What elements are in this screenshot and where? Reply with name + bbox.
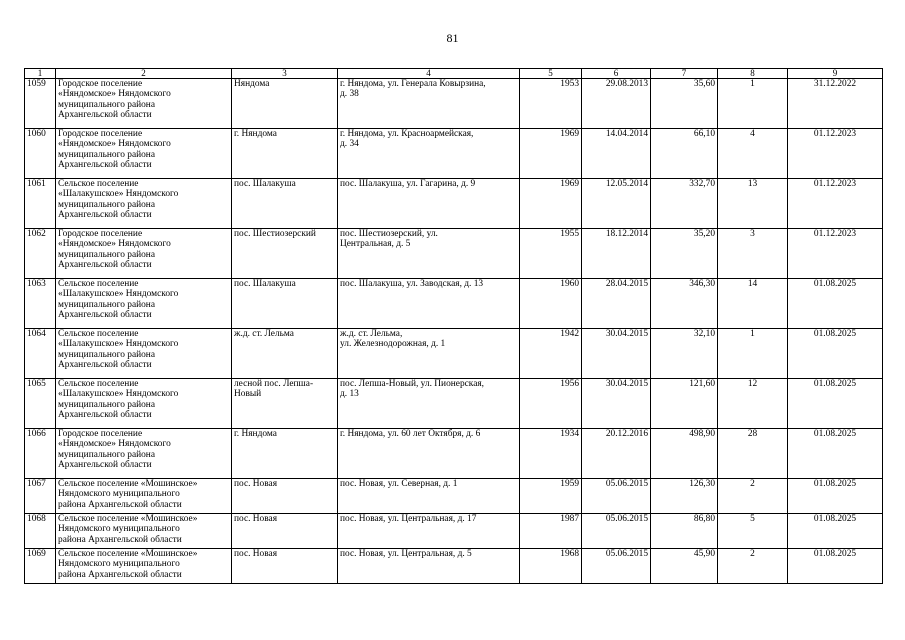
deadline-date-line: 01.12.2023: [813, 229, 857, 239]
locality: [232, 79, 338, 129]
deadline-date-line: 01.12.2023: [813, 179, 857, 189]
area-line: 332,70: [689, 179, 715, 189]
address-line: пос. Лепша-Новый, ул. Пионерская,: [340, 379, 485, 389]
locality: [232, 429, 338, 479]
registry-table: [24, 68, 883, 584]
owner-name-line: «Шалакушское» Няндомского: [58, 289, 179, 300]
area: [651, 79, 718, 129]
owner-name-line: Архангельской области: [58, 360, 152, 371]
owner-name-line: Няндомского муниципального: [58, 524, 180, 535]
owner-name: [56, 429, 232, 479]
build-year-line: 1968: [560, 549, 579, 559]
record-number-line: 1069: [27, 549, 46, 559]
owner-name-line: муниципального района: [58, 99, 155, 110]
table-row: [25, 429, 883, 479]
recognition-date-line: 05.06.2015: [605, 549, 648, 559]
owner-name: [56, 379, 232, 429]
locality-line: пос. Шалакуша: [234, 279, 296, 289]
deadline-date: [788, 429, 883, 479]
address-line: пос. Шалакуша, ул. Заводская, д. 13: [340, 279, 484, 289]
locality-line: пос. Новая: [234, 514, 278, 524]
build-year: [520, 79, 582, 129]
address-line: ж.д. ст. Лельма,: [340, 329, 403, 339]
area-line: 45,90: [693, 549, 715, 559]
address-line: г. Няндома, ул. Генерала Ковырзина,: [340, 79, 486, 89]
owner-name-line: муниципального района: [58, 249, 155, 260]
recognition-date: [582, 229, 651, 279]
owner-name-line: Сельское поселение «Мошинское»: [58, 514, 198, 524]
column-header: 5: [520, 69, 582, 79]
address-line: пос. Шестиозерский, ул.: [340, 229, 438, 239]
build-year-line: 1987: [560, 514, 579, 524]
address: [338, 229, 520, 279]
record-number: [25, 279, 56, 329]
recognition-date: [582, 79, 651, 129]
owner-name-line: «Шалакушское» Няндомского: [58, 389, 179, 400]
owner-name-line: Архангельской области: [58, 260, 152, 271]
deadline-date-line: 01.08.2025: [813, 429, 857, 439]
area-line: 121,60: [689, 379, 715, 389]
table-row: [25, 549, 883, 584]
build-year-line: 1942: [560, 329, 579, 339]
area: [651, 179, 718, 229]
recognition-date-line: 29.08.2013: [605, 79, 648, 89]
owner-name-line: Сельское поселение: [58, 279, 139, 289]
owner-name-line: района Архангельской области: [58, 569, 182, 580]
owner-name-line: муниципального района: [58, 349, 155, 360]
recognition-date-line: 28.04.2015: [605, 279, 648, 289]
deadline-date-line: 01.08.2025: [813, 479, 857, 489]
owner-name-line: Сельское поселение «Мошинское»: [58, 549, 198, 559]
column-header: 7: [651, 69, 718, 79]
resident-count-line: 14: [747, 279, 758, 289]
build-year: [520, 279, 582, 329]
build-year: [520, 479, 582, 514]
area: [651, 279, 718, 329]
owner-name: [56, 479, 232, 514]
owner-name: [56, 329, 232, 379]
build-year: [520, 229, 582, 279]
owner-name-line: «Няндомское» Няндомского: [58, 239, 171, 250]
locality-line: Няндома: [234, 79, 270, 89]
record-number: [25, 429, 56, 479]
record-number: [25, 129, 56, 179]
record-number-line: 1059: [27, 79, 46, 89]
address: [338, 129, 520, 179]
resident-count-line: 1: [750, 79, 755, 89]
owner-name: [56, 129, 232, 179]
table-row: [25, 329, 883, 379]
table-row: [25, 79, 883, 129]
recognition-date-line: 12.05.2014: [605, 179, 648, 189]
page-number: 81: [446, 31, 459, 45]
resident-count-line: 12: [747, 379, 758, 389]
address-line: д. 38: [340, 89, 359, 100]
table-row: [25, 514, 883, 549]
build-year-line: 1960: [560, 279, 579, 289]
table-row: [25, 179, 883, 229]
record-number-line: 1061: [27, 179, 46, 189]
build-year-line: 1959: [560, 479, 579, 489]
record-number: [25, 379, 56, 429]
area-line: 346,30: [689, 279, 715, 289]
build-year: [520, 549, 582, 584]
address: [338, 549, 520, 584]
address-line: ул. Железнодорожная, д. 1: [340, 339, 446, 350]
locality-line: пос. Новая: [234, 479, 278, 489]
column-header: 6: [582, 69, 651, 79]
owner-name-line: Городское поселение: [58, 129, 143, 139]
locality-line: пос. Шестиозерский: [234, 229, 316, 239]
recognition-date-line: 05.06.2015: [605, 514, 648, 524]
owner-name-line: района Архангельской области: [58, 534, 182, 545]
locality-line: лесной пос. Лепша-: [234, 379, 314, 389]
locality: [232, 379, 338, 429]
locality-line: г. Няндома: [234, 429, 277, 439]
column-header: 3: [232, 69, 338, 79]
recognition-date-line: 30.04.2015: [605, 329, 648, 339]
resident-count: [718, 514, 788, 549]
record-number-line: 1065: [27, 379, 46, 389]
address-line: пос. Шалакуша, ул. Гагарина, д. 9: [340, 179, 476, 189]
resident-count-line: 3: [750, 229, 755, 239]
resident-count-line: 5: [750, 514, 755, 524]
deadline-date: [788, 549, 883, 584]
owner-name-line: Городское поселение: [58, 429, 143, 439]
address: [338, 429, 520, 479]
record-number-line: 1063: [27, 279, 46, 289]
record-number-line: 1062: [27, 229, 46, 239]
recognition-date-line: 20.12.2016: [605, 429, 648, 439]
area: [651, 479, 718, 514]
resident-count: [718, 79, 788, 129]
locality: [232, 279, 338, 329]
owner-name-line: «Шалакушское» Няндомского: [58, 189, 179, 200]
locality-line: ж.д. ст. Лельма: [234, 329, 294, 339]
resident-count-line: 2: [750, 549, 755, 559]
table-row: [25, 379, 883, 429]
recognition-date: [582, 549, 651, 584]
recognition-date-line: 30.04.2015: [605, 379, 648, 389]
resident-count: [718, 549, 788, 584]
owner-name-line: «Шалакушское» Няндомского: [58, 339, 179, 350]
build-year: [520, 514, 582, 549]
area-line: 66,10: [693, 129, 715, 139]
address: [338, 279, 520, 329]
recognition-date-line: 14.04.2014: [605, 129, 648, 139]
owner-name-line: района Архангельской области: [58, 499, 182, 510]
table-row: [25, 279, 883, 329]
owner-name-line: «Няндомское» Няндомского: [58, 439, 171, 450]
record-number: [25, 229, 56, 279]
recognition-date: [582, 514, 651, 549]
build-year-line: 1969: [560, 179, 579, 189]
table-row: [25, 229, 883, 279]
address-line: пос. Новая, ул. Северная, д. 1: [340, 479, 458, 489]
build-year-line: 1955: [560, 229, 579, 239]
deadline-date: [788, 379, 883, 429]
owner-name-line: Архангельской области: [58, 460, 152, 471]
recognition-date-line: 18.12.2014: [605, 229, 648, 239]
owner-name-line: Архангельской области: [58, 110, 152, 121]
address-line: д. 13: [340, 389, 359, 400]
column-header: 1: [25, 69, 56, 79]
area: [651, 514, 718, 549]
owner-name-line: Няндомского муниципального: [58, 559, 180, 570]
owner-name: [56, 79, 232, 129]
area-line: 35,20: [693, 229, 715, 239]
record-number-line: 1067: [27, 479, 46, 489]
owner-name-line: муниципального района: [58, 199, 155, 210]
recognition-date: [582, 429, 651, 479]
owner-name-line: Архангельской области: [58, 410, 152, 421]
area: [651, 379, 718, 429]
resident-count: [718, 179, 788, 229]
owner-name: [56, 279, 232, 329]
column-header: 2: [56, 69, 232, 79]
table-row: [25, 479, 883, 514]
locality: [232, 329, 338, 379]
area: [651, 329, 718, 379]
locality: [232, 129, 338, 179]
locality: [232, 549, 338, 584]
recognition-date: [582, 379, 651, 429]
owner-name: [56, 514, 232, 549]
owner-name: [56, 229, 232, 279]
owner-name-line: «Няндомское» Няндомского: [58, 139, 171, 150]
area-line: 86,80: [693, 514, 715, 524]
address-line: Центральная, д. 5: [340, 239, 411, 250]
build-year-line: 1956: [560, 379, 579, 389]
record-number-line: 1060: [27, 129, 46, 139]
recognition-date: [582, 279, 651, 329]
build-year-line: 1953: [560, 79, 579, 89]
deadline-date-line: 01.08.2025: [813, 279, 857, 289]
owner-name-line: Архангельской области: [58, 210, 152, 221]
resident-count: [718, 229, 788, 279]
address: [338, 79, 520, 129]
owner-name-line: муниципального района: [58, 299, 155, 310]
resident-count-line: 1: [750, 329, 755, 339]
deadline-date: [788, 79, 883, 129]
owner-name-line: Сельское поселение: [58, 179, 139, 189]
owner-name-line: муниципального района: [58, 399, 155, 410]
address-line: г. Няндома, ул. 60 лет Октября, д. 6: [340, 429, 481, 439]
resident-count: [718, 379, 788, 429]
owner-name-line: Няндомского муниципального: [58, 489, 180, 500]
deadline-date: [788, 129, 883, 179]
owner-name-line: Архангельской области: [58, 310, 152, 321]
address: [338, 329, 520, 379]
resident-count: [718, 429, 788, 479]
record-number: [25, 514, 56, 549]
area-line: 32,10: [693, 329, 715, 339]
build-year-line: 1934: [560, 429, 579, 439]
address: [338, 514, 520, 549]
table-body: [25, 79, 883, 584]
recognition-date: [582, 129, 651, 179]
recognition-date: [582, 329, 651, 379]
resident-count: [718, 129, 788, 179]
locality: [232, 479, 338, 514]
resident-count-line: 2: [750, 479, 755, 489]
deadline-date-line: 31.12.2022: [813, 79, 857, 89]
owner-name-line: Городское поселение: [58, 229, 143, 239]
owner-name-line: «Няндомское» Няндомского: [58, 89, 171, 100]
locality-line: пос. Новая: [234, 549, 278, 559]
column-header: 4: [338, 69, 520, 79]
build-year: [520, 179, 582, 229]
owner-name-line: Городское поселение: [58, 79, 143, 89]
area: [651, 549, 718, 584]
address: [338, 179, 520, 229]
address: [338, 379, 520, 429]
locality: [232, 514, 338, 549]
address-line: пос. Новая, ул. Центральная, д. 5: [340, 549, 472, 559]
owner-name: [56, 179, 232, 229]
deadline-date: [788, 229, 883, 279]
record-number-line: 1064: [27, 329, 46, 339]
deadline-date: [788, 514, 883, 549]
resident-count-line: 4: [750, 129, 755, 139]
header-row: [25, 69, 883, 79]
address: [338, 479, 520, 514]
owner-name-line: Сельское поселение: [58, 329, 139, 339]
owner-name-line: Сельское поселение «Мошинское»: [58, 479, 198, 489]
record-number-line: 1068: [27, 514, 46, 524]
locality-line: пос. Шалакуша: [234, 179, 296, 189]
owner-name-line: муниципального района: [58, 149, 155, 160]
deadline-date-line: 01.08.2025: [813, 329, 857, 339]
recognition-date: [582, 479, 651, 514]
column-header: 8: [718, 69, 788, 79]
deadline-date-line: 01.08.2025: [813, 514, 857, 524]
address-line: г. Няндома, ул. Красноармейская,: [340, 129, 474, 139]
locality: [232, 179, 338, 229]
locality-line: Новый: [234, 389, 262, 400]
address-line: д. 34: [340, 139, 359, 150]
deadline-date: [788, 479, 883, 514]
locality: [232, 229, 338, 279]
deadline-date: [788, 279, 883, 329]
resident-count-line: 13: [747, 179, 758, 189]
recognition-date: [582, 179, 651, 229]
locality-line: г. Няндома: [234, 129, 277, 139]
deadline-date-line: 01.08.2025: [813, 549, 857, 559]
record-number: [25, 179, 56, 229]
area: [651, 129, 718, 179]
record-number: [25, 549, 56, 584]
deadline-date-line: 01.12.2023: [813, 129, 857, 139]
owner-name-line: муниципального района: [58, 449, 155, 460]
deadline-date: [788, 179, 883, 229]
record-number: [25, 479, 56, 514]
deadline-date-line: 01.08.2025: [813, 379, 857, 389]
owner-name: [56, 549, 232, 584]
recognition-date-line: 05.06.2015: [605, 479, 648, 489]
record-number-line: 1066: [27, 429, 46, 439]
resident-count: [718, 279, 788, 329]
owner-name-line: Сельское поселение: [58, 379, 139, 389]
column-header: 9: [788, 69, 883, 79]
resident-count: [718, 329, 788, 379]
table-row: [25, 129, 883, 179]
resident-count: [718, 479, 788, 514]
area-line: 498,90: [689, 429, 715, 439]
area-line: 126,30: [689, 479, 715, 489]
build-year: [520, 129, 582, 179]
area-line: 35,60: [693, 79, 715, 89]
deadline-date: [788, 329, 883, 379]
build-year: [520, 429, 582, 479]
resident-count-line: 28: [747, 429, 758, 439]
build-year: [520, 379, 582, 429]
build-year: [520, 329, 582, 379]
record-number: [25, 329, 56, 379]
area: [651, 229, 718, 279]
owner-name-line: Архангельской области: [58, 160, 152, 171]
address-line: пос. Новая, ул. Центральная, д. 17: [340, 514, 477, 524]
area: [651, 429, 718, 479]
record-number: [25, 79, 56, 129]
build-year-line: 1969: [560, 129, 579, 139]
